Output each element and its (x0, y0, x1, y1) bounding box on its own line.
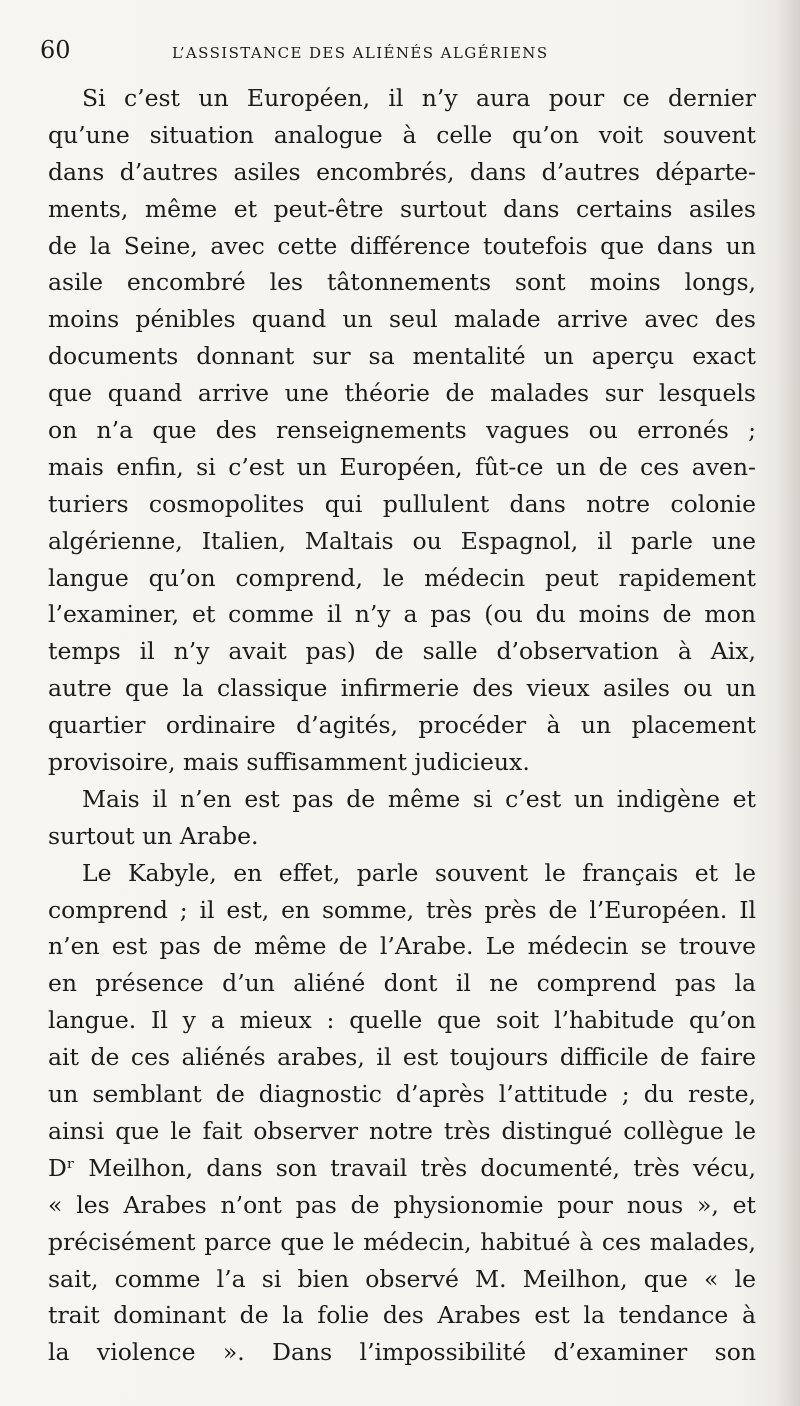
text-line: Le Kabyle, en effet, parle souvent le français et le (82, 858, 756, 887)
text-line: en présence d’un aliéné dont il ne comprend pas la (48, 969, 756, 998)
text-line: ainsi que le fait observer notre très distingué collègue le (48, 1116, 756, 1145)
text-line: précisément parce que le médecin, habitué à ces malades, (48, 1227, 756, 1256)
text-line: un semblant de diagnostic d’après l’attitude ; du reste, (48, 1080, 756, 1109)
page-edge-shadow (776, 0, 800, 1406)
text-line: ments, même et peut-être surtout dans certains asiles (48, 194, 756, 223)
running-head: L’ASSISTANCE DES ALIÉNÉS ALGÉRIENS (172, 44, 549, 62)
page-number: 60 (40, 36, 71, 64)
text-line: qu’une situation analogue à celle qu’on voit souvent (48, 120, 756, 149)
text-line: on n’a que des renseignements vagues ou erronés ; (48, 416, 756, 445)
body-text (48, 80, 756, 1371)
text-line: trait dominant de la folie des Arabes est la tendance à (48, 1301, 756, 1330)
text-line: sait, comme l’a si bien observé M. Meilhon, que « le (48, 1264, 756, 1293)
text-line: de la Seine, avec cette différence toutefois que dans un (48, 231, 756, 260)
text-line: la violence ». Dans l’impossibilité d’examiner son (48, 1338, 756, 1367)
text-line: n’en est pas de même de l’Arabe. Le médecin se trouve (48, 932, 756, 961)
text-line: asile encombré les tâtonnements sont moins longs, (48, 268, 756, 297)
text-line: temps il n’y avait pas) de salle d’observation à Aix, (48, 637, 756, 666)
text-line: dans d’autres asiles encombrés, dans d’autres départe- (48, 157, 756, 186)
text-line: comprend ; il est, en somme, très près de l’Européen. Il (48, 895, 756, 924)
text-line: Dʳ Meilhon, dans son travail très documenté, très vécu, (48, 1153, 756, 1182)
text-line: provisoire, mais suffisamment judicieux. (48, 748, 530, 777)
page-header (40, 36, 770, 66)
text-line: « les Arabes n’ont pas de physionomie pour nous », et (48, 1190, 756, 1219)
text-line: l’examiner, et comme il n’y a pas (ou du moins de mon (48, 600, 756, 629)
text-line: surtout un Arabe. (48, 821, 259, 850)
text-line: ait de ces aliénés arabes, il est toujours difficile de faire (48, 1043, 756, 1072)
text-line: autre que la classique infirmerie des vieux asiles ou un (48, 674, 756, 703)
text-line: quartier ordinaire d’agités, procéder à un placement (48, 711, 756, 740)
text-line: turiers cosmopolites qui pullulent dans notre colonie (48, 489, 756, 518)
text-line: langue. Il y a mieux : quelle que soit l’habitude qu’on (48, 1006, 756, 1035)
text-line: langue qu’on comprend, le médecin peut rapidement (48, 563, 756, 592)
text-line: mais enfin, si c’est un Européen, fût-ce un de ces aven- (48, 452, 756, 481)
text-line: algérienne, Italien, Maltais ou Espagnol, il parle une (48, 526, 756, 555)
text-line: moins pénibles quand un seul malade arrive avec des (48, 305, 756, 334)
text-line: documents donnant sur sa mentalité un aperçu exact (48, 342, 756, 371)
text-line: Si c’est un Européen, il n’y aura pour ce dernier (82, 84, 756, 112)
text-line: que quand arrive une théorie de malades sur lesquels (48, 379, 756, 408)
text-line: Mais il n’en est pas de même si c’est un indigène et (82, 784, 756, 813)
